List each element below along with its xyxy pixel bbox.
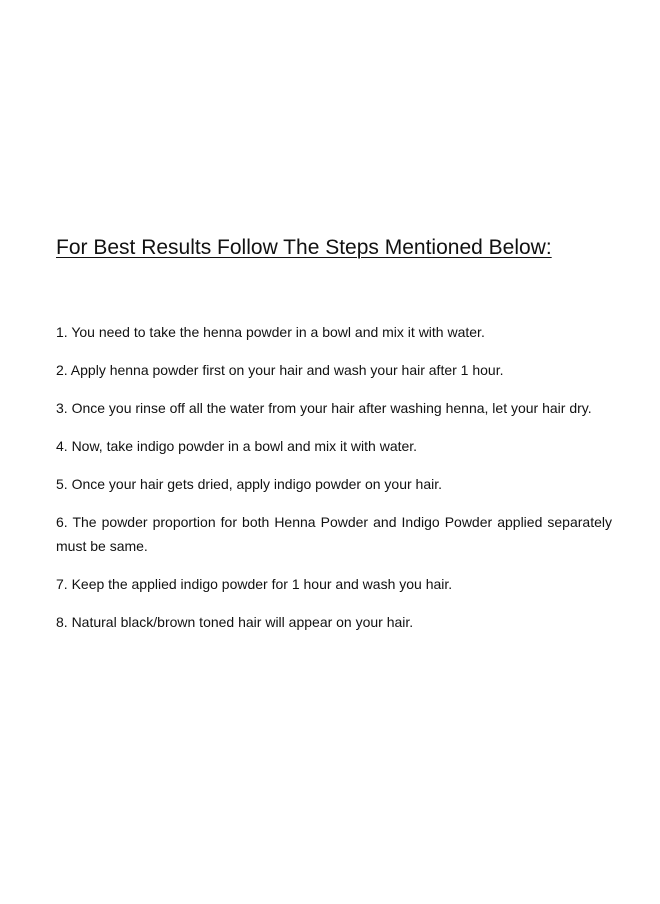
step-3: 3. Once you rinse off all the water from your hair after washing henna, let your hair dry.: [56, 400, 592, 416]
step-7: 7. Keep the applied indigo powder for 1 hour and wash you hair.: [56, 576, 453, 592]
steps-list: [56, 320, 612, 634]
step-8: 8. Natural black/brown toned hair will appear on your hair.: [56, 614, 414, 630]
step-6: 6. The powder proportion for both Henna Powder and Indigo Powder applied separately must be same.: [56, 514, 612, 554]
step-5: 5. Once your hair gets dried, apply indigo powder on your hair.: [56, 476, 443, 492]
step-2: 2. Apply henna powder first on your hair and wash your hair after 1 hour.: [56, 362, 504, 378]
step-4: 4. Now, take indigo powder in a bowl and mix it with water.: [56, 438, 418, 454]
page-title: For Best Results Follow The Steps Mentioned Below:: [56, 236, 552, 259]
step-1: 1. You need to take the henna powder in a bowl and mix it with water.: [56, 324, 485, 340]
